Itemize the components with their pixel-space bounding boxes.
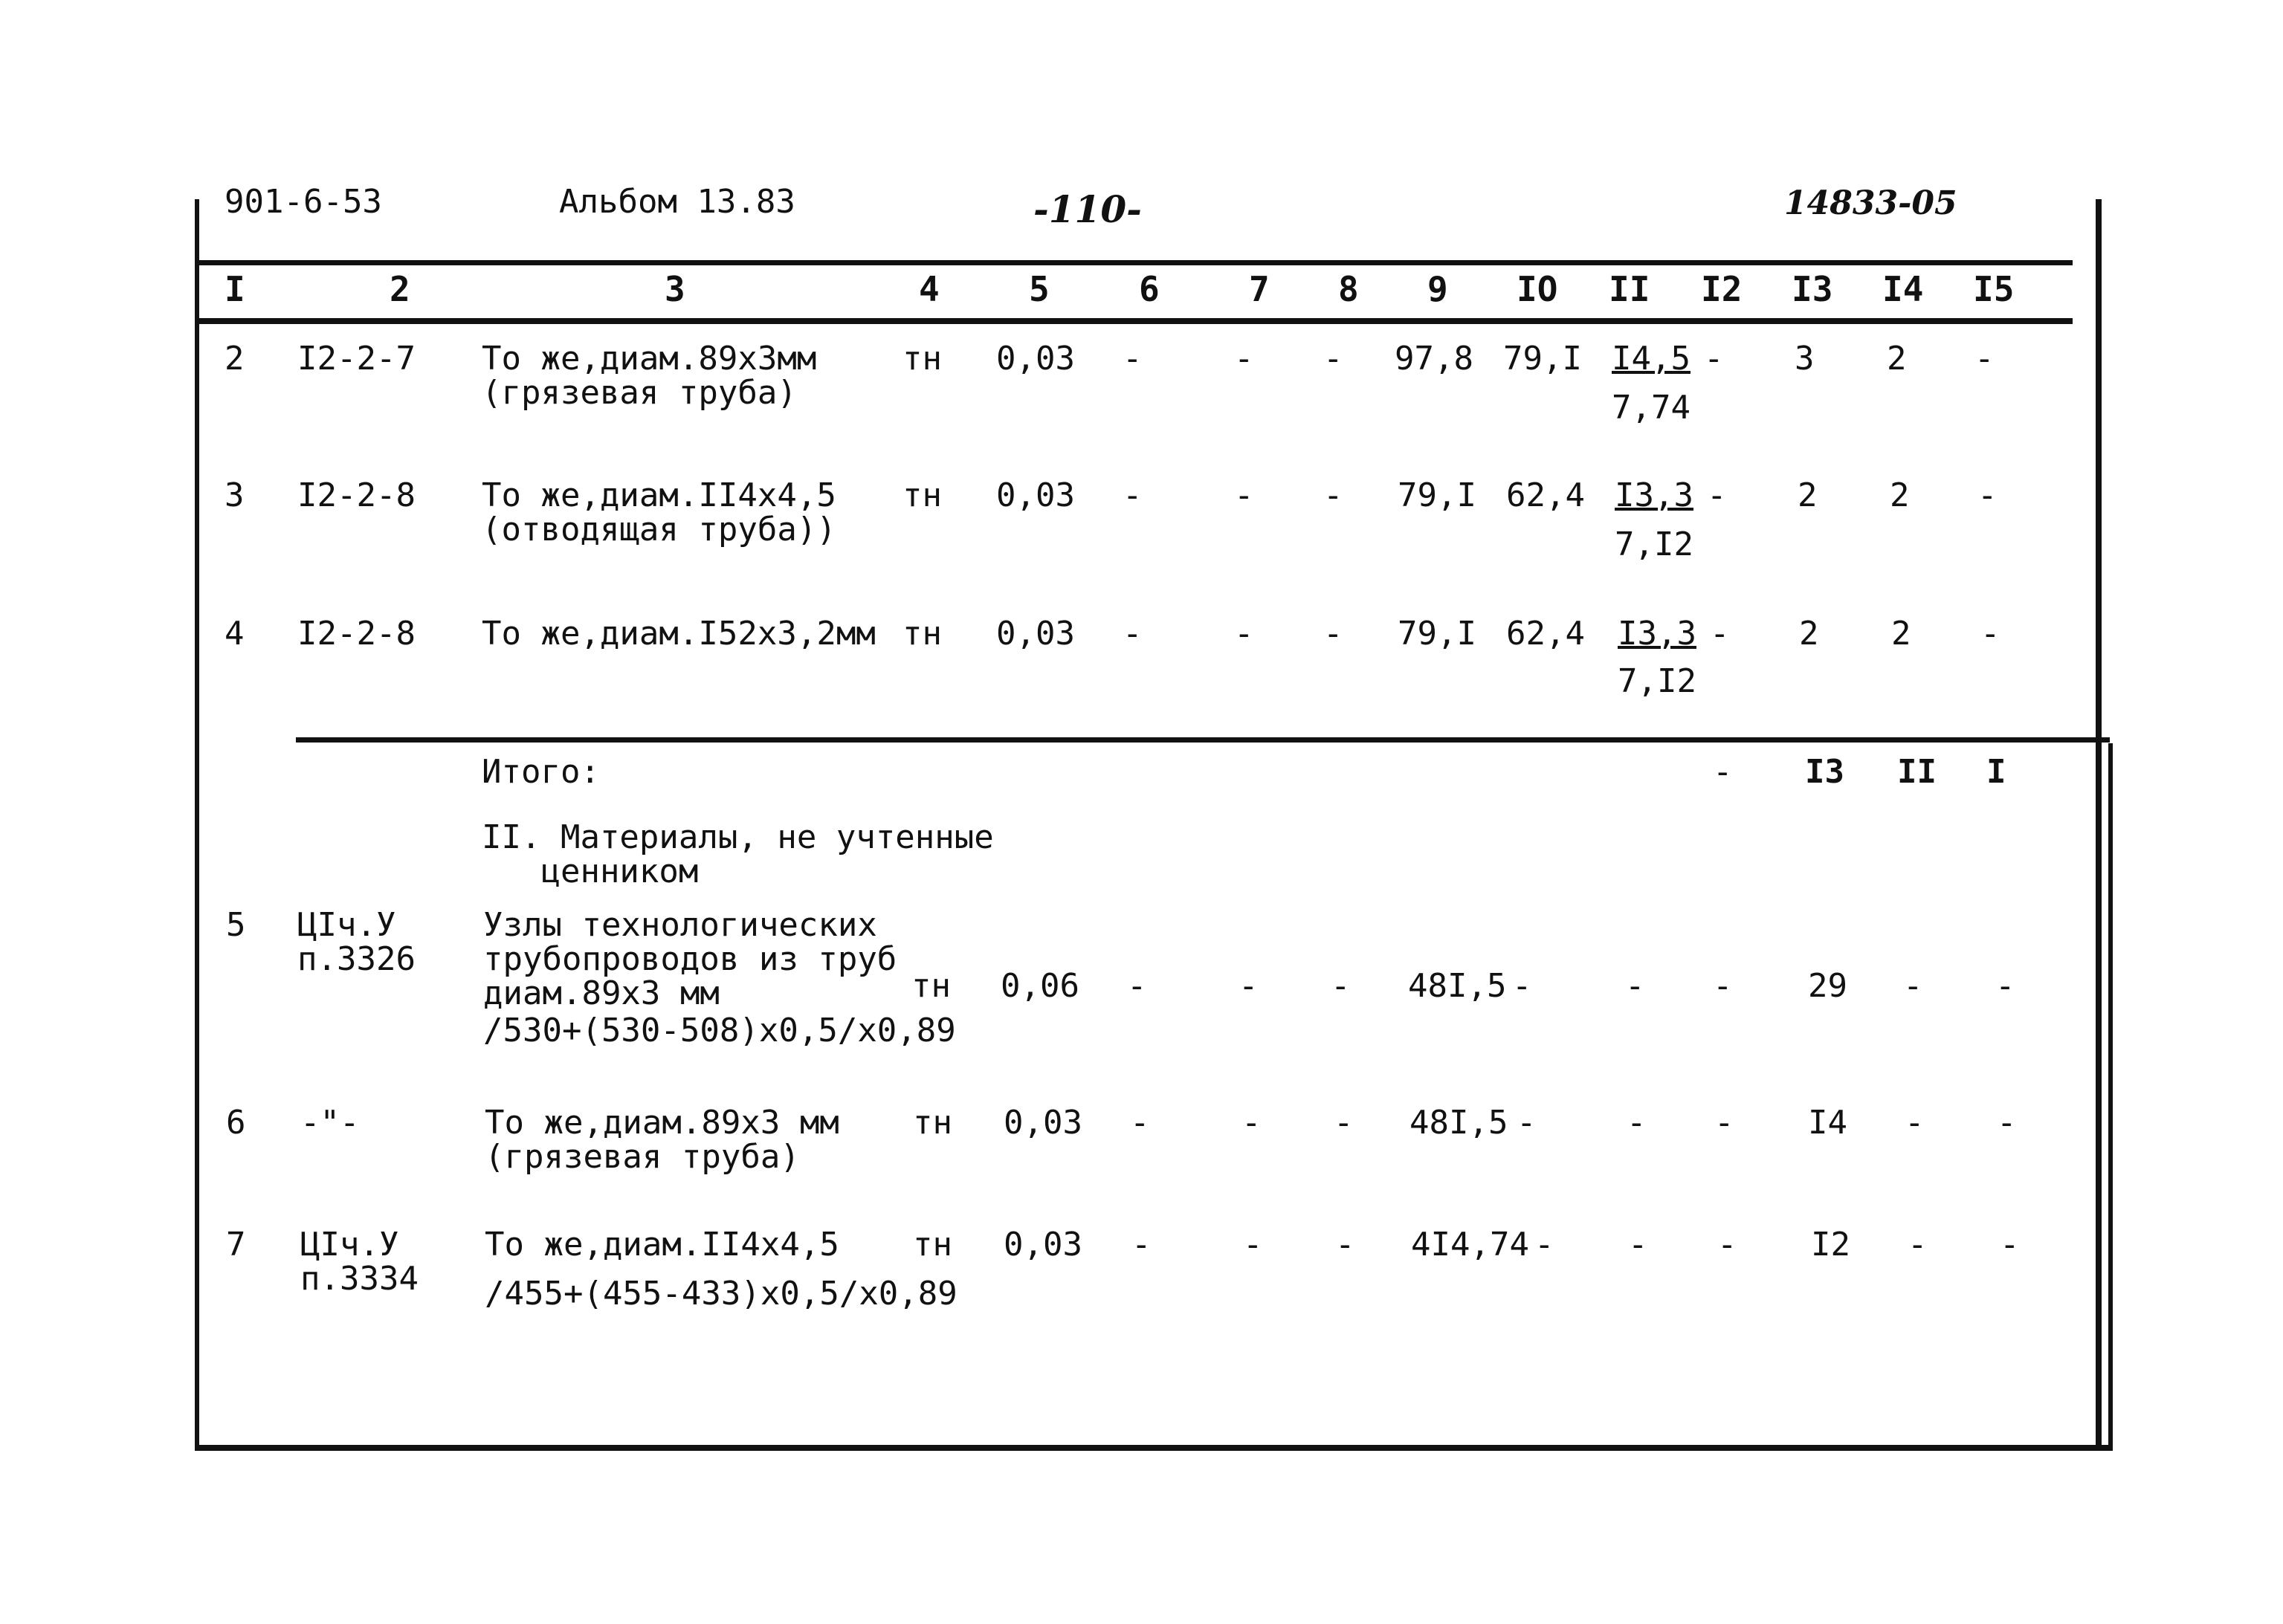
- row-c15: -: [2000, 1226, 2020, 1264]
- row-code: I2-2-7: [297, 340, 416, 378]
- row-c12: -: [1704, 340, 1724, 378]
- row-c10: 79,I: [1503, 340, 1582, 378]
- col-header: I: [225, 269, 245, 309]
- row-unit: тн: [913, 1104, 952, 1142]
- row-c8: -: [1323, 476, 1343, 514]
- row-number: 2: [225, 340, 245, 378]
- row-c14: 2: [1887, 340, 1907, 378]
- page-number: -110-: [1033, 187, 1142, 231]
- row-c9: 48I,5: [1409, 1104, 1508, 1142]
- row-c9: 79,I: [1398, 476, 1476, 514]
- row-c8: -: [1331, 967, 1351, 1005]
- row-c14: 2: [1891, 615, 1911, 653]
- row-c9: 48I,5: [1408, 967, 1507, 1005]
- row-description: То же,диам.II4х4,5: [485, 1226, 839, 1264]
- row-c13: 2: [1798, 476, 1818, 514]
- col-header: I2: [1701, 269, 1743, 309]
- row-c7: -: [1243, 1226, 1263, 1264]
- row-c13: 2: [1799, 615, 1819, 653]
- doc-code: 901-6-53: [225, 183, 382, 221]
- row-code: ЦIч.У п.3334: [300, 1226, 419, 1298]
- frame-right-border-outer: [2108, 743, 2113, 1449]
- row-code: I2-2-8: [297, 615, 416, 653]
- col-header: 3: [665, 269, 685, 309]
- row-c15: -: [1974, 340, 1995, 378]
- total-c14: II: [1897, 753, 1937, 791]
- row-unit: тн: [913, 1226, 952, 1264]
- row-quantity: 0,06: [1001, 967, 1079, 1005]
- row-quantity: 0,03: [996, 615, 1075, 653]
- row-formula: /455+(455-433)х0,5/х0,89: [485, 1275, 958, 1313]
- row-number: 7: [226, 1226, 246, 1264]
- album-label: Альбом 13.83: [559, 183, 795, 221]
- row-quantity: 0,03: [1004, 1104, 1082, 1142]
- row-description: То же,диам.89х3 мм (грязевая труба): [485, 1104, 839, 1176]
- row-c6: -: [1127, 967, 1147, 1005]
- row-c11-top: I4,5: [1612, 340, 1691, 378]
- row-c10: -: [1517, 1104, 1537, 1142]
- row-c10: -: [1512, 967, 1532, 1005]
- row-c12: -: [1717, 1226, 1737, 1264]
- row-c8: -: [1334, 1104, 1354, 1142]
- row-c6: -: [1131, 1226, 1152, 1264]
- row-unit: тн: [902, 476, 942, 514]
- col-header: 4: [919, 269, 940, 309]
- row-c10: 62,4: [1506, 476, 1585, 514]
- row-c14: 2: [1890, 476, 1910, 514]
- col-header: I3: [1792, 269, 1833, 309]
- col-header: II: [1609, 269, 1650, 309]
- row-number: 5: [226, 906, 246, 944]
- row-c11-bottom: 7,I2: [1615, 525, 1693, 563]
- total-c12: -: [1713, 753, 1733, 791]
- row-c11-bottom: 7,I2: [1618, 662, 1696, 700]
- row-c7: -: [1239, 967, 1259, 1005]
- row-unit: тн: [902, 340, 942, 378]
- row-c6: -: [1130, 1104, 1150, 1142]
- row-code: ЦIч.У п.3326: [297, 906, 416, 978]
- row-code: I2-2-8: [297, 476, 416, 514]
- col-header: I4: [1882, 269, 1924, 309]
- row-c9: 4I4,74: [1411, 1226, 1529, 1264]
- row-c7: -: [1234, 615, 1254, 653]
- row-c15: -: [1995, 967, 2015, 1005]
- row-c15: -: [1997, 1104, 2017, 1142]
- row-c6: -: [1123, 476, 1143, 514]
- row-c13: 3: [1795, 340, 1815, 378]
- frame-bottom-border: [195, 1445, 2113, 1451]
- row-c15: -: [1977, 476, 1998, 514]
- row-c7: -: [1234, 476, 1254, 514]
- section-heading: II. Материалы, не учтенные ценником: [482, 818, 994, 890]
- total-c13: I3: [1805, 753, 1844, 791]
- row-c12: -: [1713, 967, 1733, 1005]
- row-description: То же,диам.89х3мм (грязевая труба): [482, 340, 817, 412]
- row-formula: /530+(530-508)х0,5/х0,89: [483, 1012, 956, 1049]
- row-unit: тн: [902, 615, 942, 653]
- row-quantity: 0,03: [996, 476, 1075, 514]
- row-description: То же,диам.II4х4,5 (отводящая труба)): [482, 476, 836, 549]
- row-c11-top: I3,3: [1615, 476, 1693, 514]
- row-c13: 29: [1808, 967, 1847, 1005]
- row-number: 4: [225, 615, 245, 653]
- total-label: Итого:: [482, 753, 600, 791]
- row-c11: -: [1628, 1226, 1648, 1264]
- row-c6: -: [1123, 615, 1143, 653]
- row-c13: I4: [1808, 1104, 1847, 1142]
- row-c11-bottom: 7,74: [1612, 389, 1691, 427]
- row-c12: -: [1707, 476, 1727, 514]
- col-header: 5: [1029, 269, 1050, 309]
- frame-left-border: [195, 199, 199, 1451]
- row-quantity: 0,03: [1004, 1226, 1082, 1264]
- row-c8: -: [1323, 340, 1343, 378]
- col-header: 6: [1139, 269, 1160, 309]
- row-unit: тн: [911, 967, 951, 1005]
- row-c10: -: [1534, 1226, 1554, 1264]
- col-header: IO: [1517, 269, 1558, 309]
- col-header: 9: [1427, 269, 1448, 309]
- table-top-rule: [199, 260, 2073, 265]
- row-c15: -: [1980, 615, 2001, 653]
- row-c14: -: [1903, 967, 1923, 1005]
- row-c7: -: [1241, 1104, 1262, 1142]
- row-description: Узлы технологических трубопроводов из труб диам.89х3 мм: [483, 906, 897, 1012]
- row-c11: -: [1627, 1104, 1647, 1142]
- col-header: 8: [1338, 269, 1359, 309]
- col-header: 7: [1249, 269, 1270, 309]
- row-c9: 97,8: [1395, 340, 1473, 378]
- col-header: 2: [390, 269, 410, 309]
- col-header: I5: [1973, 269, 2015, 309]
- subtotal-rule: [296, 737, 2110, 743]
- row-c14: -: [1908, 1226, 1928, 1264]
- row-number: 3: [225, 476, 245, 514]
- row-description: То же,диам.I52х3,2мм: [482, 615, 876, 653]
- row-c6: -: [1123, 340, 1143, 378]
- row-c8: -: [1323, 615, 1343, 653]
- row-c7: -: [1234, 340, 1254, 378]
- row-c8: -: [1335, 1226, 1355, 1264]
- row-c10: 62,4: [1506, 615, 1585, 653]
- document-ref: 14833-05: [1784, 184, 1957, 222]
- total-c15: I: [1986, 753, 2006, 791]
- row-quantity: 0,03: [996, 340, 1075, 378]
- row-c12: -: [1710, 615, 1730, 653]
- row-c11-top: I3,3: [1618, 615, 1696, 653]
- table-header-rule: [199, 318, 2073, 324]
- row-c12: -: [1714, 1104, 1734, 1142]
- row-number: 6: [226, 1104, 246, 1142]
- row-c9: 79,I: [1398, 615, 1476, 653]
- row-c11: -: [1625, 967, 1645, 1005]
- row-c13: I2: [1811, 1226, 1850, 1264]
- row-c14: -: [1905, 1104, 1925, 1142]
- row-code: -"-: [300, 1104, 360, 1142]
- frame-right-border: [2096, 199, 2102, 1451]
